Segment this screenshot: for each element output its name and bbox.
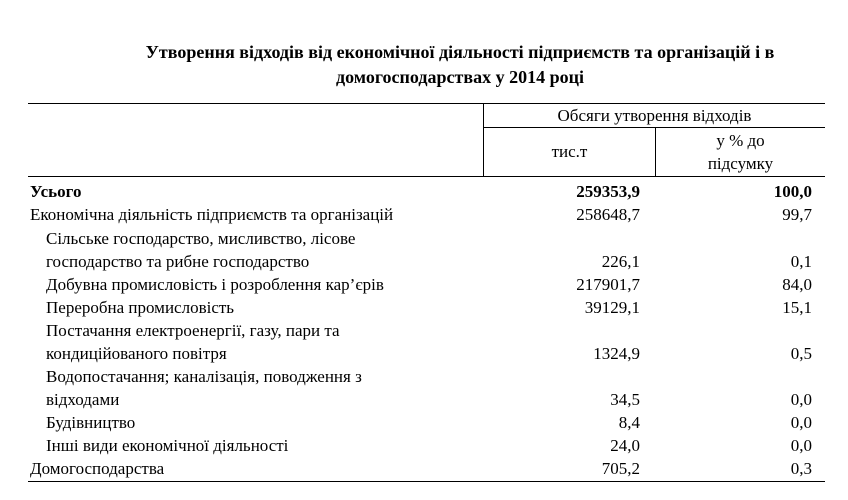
row-other-activities-value: 24,0 bbox=[610, 436, 640, 455]
row-agriculture-label-line1: Сільське господарство, мисливство, лісове bbox=[46, 229, 356, 248]
row-total-value: 259353,9 bbox=[576, 182, 640, 201]
row-agriculture-label-line2: господарство та рибне господарство bbox=[46, 252, 310, 271]
row-water-supply-value: 34,5 bbox=[610, 390, 640, 409]
row-manufacturing-percent: 15,1 bbox=[782, 298, 812, 317]
row-water-supply-label-line1: Водопостачання; каналізація, поводження з bbox=[46, 367, 362, 386]
header-bottom-rule bbox=[28, 176, 825, 177]
row-households-value: 705,2 bbox=[601, 459, 640, 478]
column-header-thousand-tonnes: тис.т bbox=[551, 142, 588, 161]
row-energy-supply-label-line1: Постачання електроенергії, газу, пари та bbox=[46, 321, 340, 340]
row-manufacturing-value: 39129,1 bbox=[584, 298, 640, 317]
row-other-activities-percent: 0,0 bbox=[790, 436, 812, 455]
row-economic-activity-label: Економічна діяльність підприємств та організацій bbox=[30, 205, 394, 224]
column-header-percent-line1: у % до bbox=[716, 131, 765, 150]
row-total-percent: 100,0 bbox=[773, 182, 812, 201]
row-economic-activity-percent: 99,7 bbox=[782, 205, 812, 224]
row-agriculture-percent: 0,1 bbox=[790, 252, 812, 271]
row-construction-value: 8,4 bbox=[618, 413, 640, 432]
row-construction-label: Будівництво bbox=[46, 413, 136, 432]
row-construction-percent: 0,0 bbox=[790, 413, 812, 432]
row-water-supply-label-line2: відходами bbox=[46, 390, 120, 409]
table-title-line1: Утворення відходів від економічної діяльності підприємств та організацій і в bbox=[145, 42, 775, 62]
table-bottom-rule bbox=[28, 481, 825, 482]
table-title bbox=[60, 40, 848, 90]
row-other-activities-label: Інші види економічної діяльності bbox=[46, 436, 289, 455]
row-households-percent: 0,3 bbox=[790, 459, 812, 478]
row-agriculture-value: 226,1 bbox=[601, 252, 640, 271]
row-mining-value: 217901,7 bbox=[576, 275, 640, 294]
row-mining-label: Добувна промисловість і розроблення кар’єрів bbox=[46, 275, 384, 294]
row-economic-activity-value: 258648,7 bbox=[576, 205, 640, 224]
row-energy-supply-label-line2: кондиційованого повітря bbox=[46, 344, 227, 363]
row-energy-supply-value: 1324,9 bbox=[593, 344, 640, 363]
row-manufacturing-label: Переробна промисловість bbox=[46, 298, 235, 317]
row-total-label: Усього bbox=[30, 182, 82, 201]
group-header: Обсяги утворення відходів bbox=[557, 106, 752, 125]
column-header-percent-line2: підсумку bbox=[707, 154, 774, 173]
table-title-line2: домогосподарствах у 2014 році bbox=[336, 67, 584, 87]
group-header-rule bbox=[483, 127, 825, 128]
row-energy-supply-percent: 0,5 bbox=[790, 344, 812, 363]
column-header-percent bbox=[656, 129, 825, 175]
row-households-label: Домогосподарства bbox=[30, 459, 165, 478]
row-mining-percent: 84,0 bbox=[782, 275, 812, 294]
row-water-supply-percent: 0,0 bbox=[790, 390, 812, 409]
